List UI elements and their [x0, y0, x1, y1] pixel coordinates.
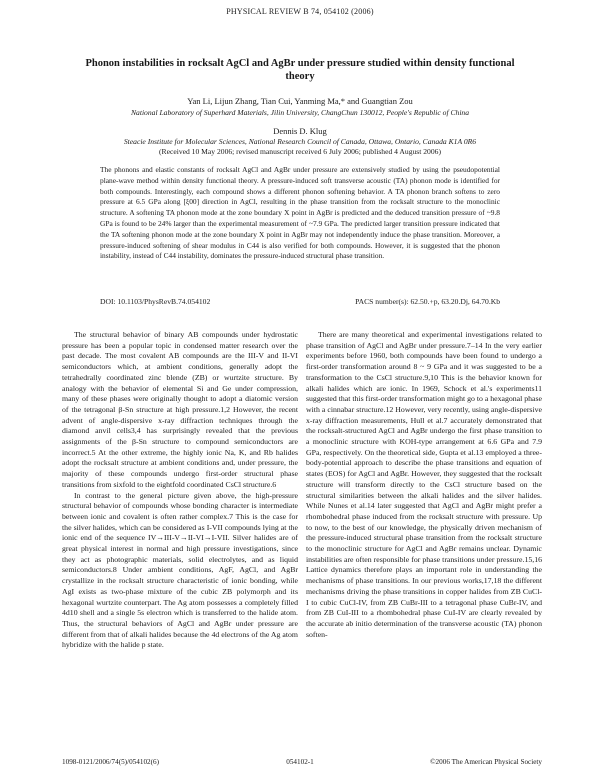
footer-issn: 1098-0121/2006/74(5)/054102(6) — [62, 758, 160, 766]
author-list-2: Dennis D. Klug — [273, 126, 327, 136]
copyright: ©2006 The American Physical Society — [430, 758, 542, 766]
paper-title: Phonon instabilities in rocksalt AgCl and AgBr under pressure studied within density functional theory — [85, 58, 515, 82]
left-column — [62, 330, 298, 651]
paragraph: The structural behavior of binary AB compounds under hydrostatic pressure has been a popular topic in condensed matter research over the past decade. The most covalent AB compounds are the III-V and II-VI semiconductors which, at ambient conditions, generally adopt the tetrahedrally coordinated zinc blende (ZB) or wurtzite structure. By analogy with the behavior of elemental Si and Ge under compression, many of these phases were originally thought to adopt a diatomic version of the tetragonal β-Sn structure at high pressure.1,2 However, the recent advent of angle-dispersive x-ray diffraction techniques through the diamond anvil cells3,4 has surprisingly revealed that the previous assignments of the β-Sn structure to compound semiconductors are incorrect.5 At the other extreme, the highly ionic Na, K, and Rb halides adopt the rocksalt structure at ambient conditions and, under pressure, the majority of these compounds undergo first-order structural phase transitions from sixfold to the eightfold coordinated CsCl structure.6 — [62, 330, 298, 489]
abstract: The phonons and elastic constants of rocksalt AgCl and AgBr under pressure are extensively studied by using the pseudopotential plane-wave method within density functional theory. A pressure-induced soft transverse acoustic (TA) phonon mode is identified for both compounds. Interestingly, each compound shows a different phonon softening behavior. A TA phonon branch softens to zero pressure at 6.5 GPa along [ξ00] direction in AgCl, resulting in the phase transition from the rocksalt structure to the monoclinic structure. A softening TA phonon mode at the zone boundary X point in AgBr is predicted and the deduced transition pressure of ~9.8 GPa is found to be 24% larger than the experimental measurement of ~7.9 GPa. The predicted larger transition pressure indicated that the TA softening phonon mode at the zone boundary X point in AgBr may not independently induce the phase transition. Moreover, a pressure-induced softening of shear modulus in C44 is also verified for both compounds. However, it is suggested that the phonon instability, instead of C44 instability, dominates the pressure-induced structural phase transition. — [100, 165, 500, 261]
journal-header: PHYSICAL REVIEW B 74, 054102 (2006) — [226, 7, 374, 16]
affiliation-2: Steacie Institute for Molecular Sciences, National Research Council of Canada, Ottawa, Ontario, Canada K1A 0R6 — [123, 137, 477, 146]
pacs-numbers: PACS number(s): 62.50.+p, 63.20.Dj, 64.70.Kb — [355, 297, 500, 306]
received-dates: (Received 10 May 2006; revised manuscript received 6 July 2006; published 4 August 2006) — [159, 147, 441, 156]
doi-link[interactable]: DOI: 10.1103/PhysRevB.74.054102 — [100, 297, 211, 306]
paragraph: In contrast to the general picture given above, the high-pressure structural behavior of compounds whose bonding character is intermediate between ionic and covalent is often rather complex.7 This is the case for the silver halides, which can be considered as I-VII compounds lying at the ionic end of the sequence IV→III-V→II-VI→I-VII. Silver halides are of great physical interest in normal and high pressure investigations, since they act as photographic materials, solid electrolytes, and as liquid semiconductors.8 Under ambient conditions, AgF, AgCl, and AgBr crystallize in the rocksalt structure characteristic of ionic bonding, while AgI exists as two-phase mixture of the cubic ZB polymorph and its hexagonal wurtzite counterpart. The Ag atom possesses a completely filled 4d10 shell and a single 5s electron which is transferred to the halide atom. Thus, the structural behaviors of AgCl and AgBr under pressure are different from that of alkali halides because the 4d electrons of the Ag atom hybridize with the halide p state. — [62, 490, 298, 650]
author-list: Yan Li, Lijun Zhang, Tian Cui, Yanming Ma,* and Guangtian Zou — [187, 96, 413, 106]
paragraph: There are many theoretical and experimental investigations related to phase transition of AgCl and AgBr under pressure.7–14 In the very earlier experiments before 1960, both compounds have been found to undergo a first-order transformation around 8 ~ 9 GPa and it was suggested to be a transformation to the CsCl structure.9,10 This is the behavior known for alkali halides which are ionic. In 1969, Schock et al.'s experiments11 suggested that this first-order transformation might go to a hexagonal phase with a cinnabar structure.12 However, very recently, using angle-dispersive x-ray diffraction measurements, Hull et al.7 accurately demonstrated that the rocksalt-structured AgCl and AgBr undergo the first phase transition to a monoclinic structure with KOH-type arrangement at 6.6 GPa and 7.9 GPa, respectively. On the theoretical side, Gupta et al.13 employed a three-body-potential approach to describe the phase transitions and equation of states (EOS) for AgCl and AgBr. However, they suggested that the rocksalt structure will transform directly to the CsCl structure based on the structural similarities between the alkali halides and the silver halides. While Nunes et al.14 later suggested that AgCl and AgBr might prefer a rhombohedral phase induced from the rocksalt structure with pressure. Up to now, to the best of our knowledge, the physically driven mechanism of the pressure-induced structural phase transition from the rocksalt structure to the monoclinic structure for AgCl and AgBr remains unclear. Dynamic instabilities are often responsible for phase transitions under pressure.15,16 Lattice dynamics therefore plays an important role in understanding the mechanisms of phase transitions. In our previous works,17,18 the different mechanisms driving the phase transitions in copper halides from ZB CuCl-I to cubic CuCl-IV, from ZB CuBr-III to a tetragonal phase CuBr-IV, and from ZB CuI-III to a rhombohedral phase CuI-IV are clearly revealed by the accurate ab initio determination of the transverse acoustic (TA) phonon soften- — [306, 330, 543, 639]
page-number: 054102-1 — [286, 758, 314, 766]
right-column — [306, 330, 542, 640]
affiliation-1: National Laboratory of Superhard Materials, Jilin University, ChangChun 130012, People's Republic of China — [130, 108, 470, 117]
